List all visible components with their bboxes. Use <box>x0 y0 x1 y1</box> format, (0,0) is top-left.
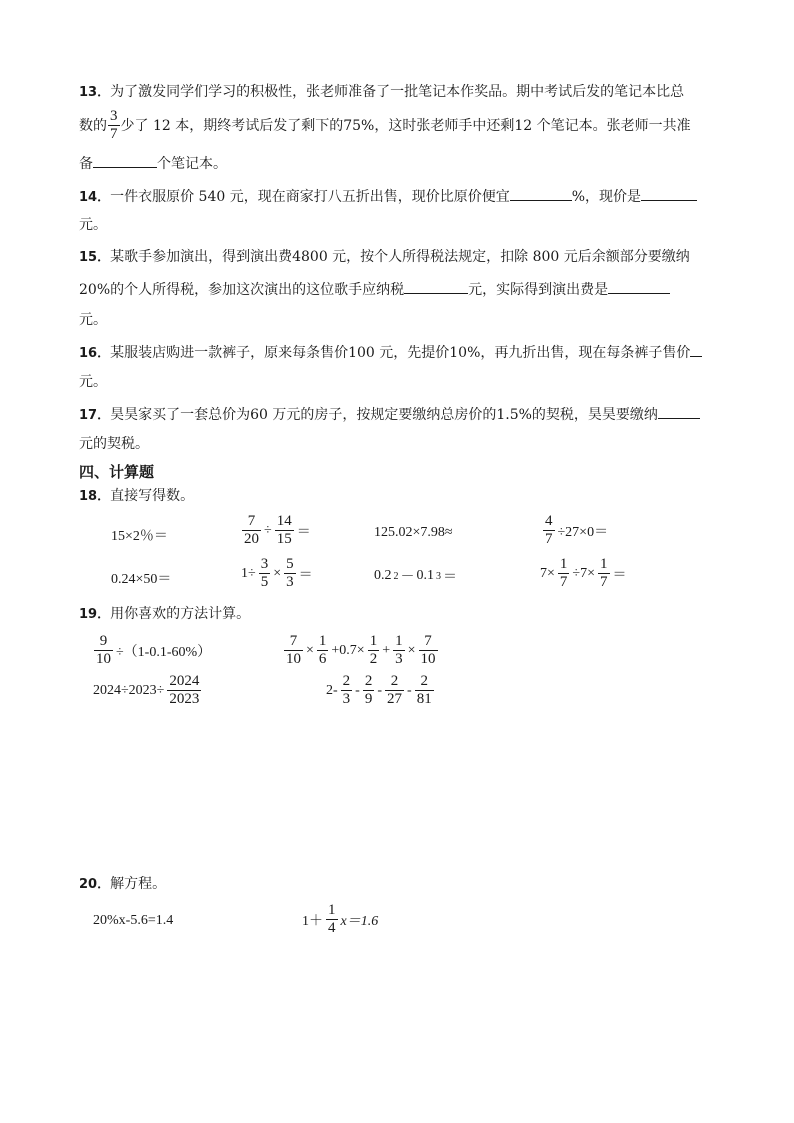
question-text: 备 <box>79 156 93 172</box>
calc-item <box>93 633 211 668</box>
fraction <box>108 108 120 143</box>
q17-line2 <box>79 434 149 454</box>
question-text: 20%的个人所得税，参加这次演出的这位歌手应纳税 <box>79 282 405 298</box>
question-text: 少了 12 本，期终考试后发了剩下的75%，这时张老师手中还剩12 个笔记本。张老师一共准 <box>120 117 691 134</box>
expression: 125.02×7.98≈ <box>374 525 453 540</box>
numerator: 1 <box>369 633 378 649</box>
equals: ＝ <box>296 524 311 540</box>
question-text: 直接写得数。 <box>110 488 195 504</box>
denominator: 2023 <box>169 691 200 707</box>
question-text: 某服装店购进一款裤子，原来每条售价100 元，先提价10%，再九折出售，现在每条裤子售价 <box>110 345 691 361</box>
question-number: 15． <box>79 250 111 265</box>
calc-item <box>111 568 171 588</box>
operator: - <box>377 682 383 698</box>
fraction <box>363 673 375 708</box>
numerator: 7 <box>247 513 256 529</box>
fraction <box>94 633 113 668</box>
answer-blank[interactable] <box>404 279 468 294</box>
q20-line <box>79 874 166 895</box>
denominator: 10 <box>420 651 436 667</box>
fraction <box>598 556 610 591</box>
denominator: 10 <box>96 651 111 667</box>
numerator: 3 <box>260 556 269 572</box>
question-text: 某歌手参加演出，得到演出费4800 元，按个人所得税法规定，扣除 800 元后余额部分要缴纳 <box>110 249 690 265</box>
q16-line1 <box>79 342 702 364</box>
denominator: 3 <box>342 691 351 707</box>
expression: ÷（1-0.1-60%） <box>116 644 212 660</box>
denominator: 15 <box>276 531 292 547</box>
fraction <box>419 633 438 668</box>
fraction <box>167 673 201 708</box>
fraction <box>284 633 303 668</box>
answer-blank[interactable] <box>93 153 157 168</box>
numerator: 1 <box>600 556 608 572</box>
calc-item <box>241 513 311 548</box>
question-text: 元。 <box>79 312 107 328</box>
expression: 2- <box>326 682 338 698</box>
denominator: 7 <box>545 531 553 547</box>
answer-blank[interactable] <box>641 186 697 201</box>
question-text: 为了激发同学们学习的积极性，张老师准备了一批笔记本作奖品。期中考试后发的笔记本比总 <box>110 84 685 100</box>
calc-item <box>93 673 202 708</box>
numerator: 14 <box>276 513 292 529</box>
fraction <box>259 556 271 591</box>
question-number: 14． <box>79 190 111 205</box>
denominator: 2 <box>369 651 378 667</box>
equation-item <box>93 913 173 929</box>
equation-item <box>302 902 378 937</box>
question-text: 用你喜欢的方法计算。 <box>110 606 251 622</box>
numerator: 1 <box>328 902 336 918</box>
q13-line1 <box>79 82 684 103</box>
question-number: 19． <box>79 607 111 622</box>
q19-line <box>79 604 250 625</box>
fraction <box>368 633 380 668</box>
denominator: 9 <box>364 691 373 707</box>
denominator: 7 <box>559 574 568 590</box>
question-number: 13． <box>79 85 111 100</box>
q13-line2 <box>79 108 691 143</box>
question-text: %，现价是 <box>571 189 642 205</box>
calc-item <box>283 633 439 668</box>
denominator: 81 <box>416 691 432 707</box>
numerator: 2 <box>364 673 373 689</box>
equation: 20%x-5.6=1.4 <box>93 913 174 928</box>
fraction <box>543 513 555 548</box>
numerator: 4 <box>545 513 553 529</box>
expression: x＝1.6 <box>340 913 379 929</box>
numerator: 2 <box>420 673 428 689</box>
calc-item <box>326 673 435 708</box>
numerator: 7 <box>424 633 432 649</box>
denominator: 7 <box>600 574 608 590</box>
expression: 1÷ <box>241 565 256 581</box>
operator: × <box>407 642 416 658</box>
question-text: 元。 <box>79 374 107 390</box>
q17-line1 <box>79 404 700 426</box>
fraction <box>326 902 338 937</box>
q18-line <box>79 486 194 507</box>
expression: 0.24×50＝ <box>111 572 172 587</box>
numerator: 1 <box>318 633 327 649</box>
section-title: 四、计算题 <box>79 463 155 481</box>
fraction <box>341 673 353 708</box>
fraction <box>415 673 434 708</box>
numerator: 1 <box>559 556 568 572</box>
fraction <box>317 633 329 668</box>
operator: - <box>407 682 412 698</box>
q15-line3 <box>79 310 107 330</box>
expression: 7× <box>540 565 555 581</box>
numerator: 2024 <box>169 673 200 689</box>
numerator: 5 <box>286 556 294 572</box>
question-text: 一件衣服原价 540 元，现在商家打八五折出售，现价比原价便宜 <box>110 189 510 205</box>
operator: - <box>355 682 360 698</box>
question-number: 18． <box>79 489 111 504</box>
expression: 1＋ <box>302 913 323 929</box>
fraction <box>393 633 405 668</box>
operator: － <box>400 570 415 585</box>
numerator: 2 <box>390 673 399 689</box>
denominator: 10 <box>286 651 301 667</box>
expression: 15×2％＝ <box>111 529 168 544</box>
denominator: 20 <box>244 531 259 547</box>
operator: ÷ <box>264 522 272 538</box>
base: 0.1 <box>416 568 434 583</box>
calc-item <box>540 556 627 591</box>
equals: ＝ <box>612 567 627 583</box>
q15-line1 <box>79 247 690 268</box>
question-text: 数的 <box>79 117 107 134</box>
expression: ÷27×0＝ <box>557 524 609 540</box>
q15-line2 <box>79 279 670 300</box>
operator: +0.7× <box>331 642 365 658</box>
calc-item <box>241 556 313 591</box>
operator: × <box>306 642 314 658</box>
operator: + <box>382 642 391 658</box>
question-number: 16． <box>79 346 111 361</box>
numerator: 2 <box>342 673 351 689</box>
question-text: 元。 <box>79 217 107 233</box>
question-text: 元的契税。 <box>79 436 149 452</box>
equals: ＝ <box>298 567 313 583</box>
question-number: 17． <box>79 408 111 423</box>
base: 0.2 <box>374 568 392 583</box>
operator: × <box>273 565 282 581</box>
denominator: 3 <box>395 651 403 667</box>
q14-line1 <box>79 186 697 208</box>
question-number: 20． <box>79 877 111 892</box>
denominator: 4 <box>328 920 336 936</box>
denominator: 5 <box>260 574 269 590</box>
numerator: 7 <box>289 633 298 649</box>
equals: ＝ <box>443 570 457 585</box>
denominator: 7 <box>110 126 118 142</box>
q13-line3 <box>79 153 227 174</box>
exponent: 3 <box>436 570 441 582</box>
answer-blank[interactable] <box>690 342 702 357</box>
question-text: 解方程。 <box>110 876 167 892</box>
q14-line2 <box>79 215 107 235</box>
fraction <box>284 556 296 591</box>
denominator: 3 <box>286 574 294 590</box>
calc-item <box>374 566 457 586</box>
question-text: 昊昊家买了一套总价为60 万元的房子，按规定要缴纳总房价的1.5%的契税，昊昊要缴纳 <box>110 407 658 423</box>
calc-item <box>542 513 608 548</box>
answer-blank[interactable] <box>658 404 700 419</box>
calc-item <box>374 525 453 541</box>
fraction <box>275 513 294 548</box>
fraction <box>385 673 404 708</box>
calc-item <box>111 525 168 545</box>
operator: ÷7× <box>572 565 595 581</box>
numerator: 9 <box>99 633 108 649</box>
expression: 2024÷2023÷ <box>93 682 165 698</box>
numerator: 3 <box>110 108 118 124</box>
answer-blank[interactable] <box>608 279 670 294</box>
denominator: 6 <box>318 651 327 667</box>
q16-line2 <box>79 372 107 392</box>
question-text: 个笔记本。 <box>157 156 227 172</box>
fraction <box>242 513 261 548</box>
answer-blank[interactable] <box>510 186 572 201</box>
question-text: 元，实际得到演出费是 <box>468 282 609 298</box>
fraction <box>558 556 570 591</box>
numerator: 1 <box>395 633 403 649</box>
denominator: 27 <box>387 691 403 707</box>
exponent: 2 <box>393 570 399 582</box>
